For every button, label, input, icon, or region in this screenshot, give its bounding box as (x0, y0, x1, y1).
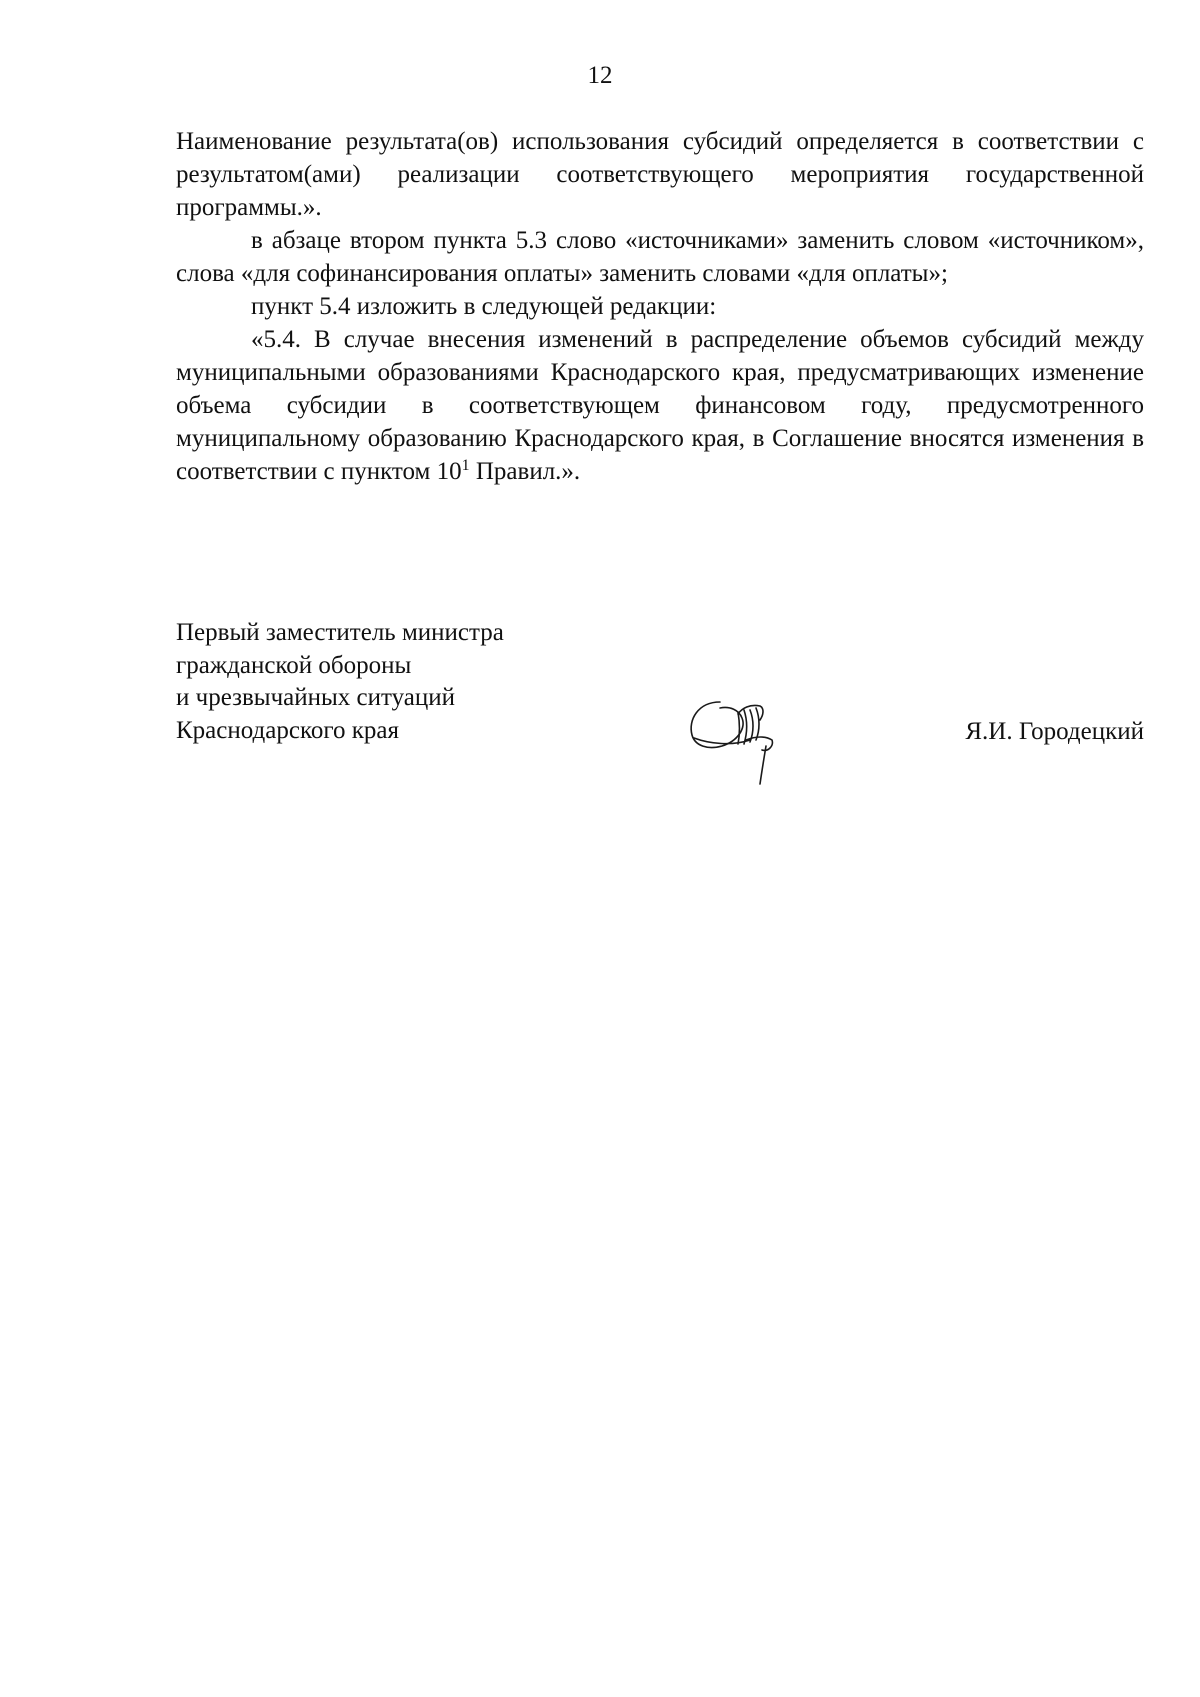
paragraph-clause-5-4-intro: пункт 5.4 изложить в следующей редакции: (251, 293, 717, 320)
clause-5-4-ending: Правил.». (469, 458, 581, 485)
signatory-position-line: гражданской обороны (176, 651, 412, 679)
signatory-position-line: Первый заместитель министра (176, 619, 504, 646)
signatory-position-line: Краснодарского края (176, 716, 399, 744)
signature-icon (680, 690, 800, 790)
clause-5-4-main-text: «5.4. В случае внесения изменений в распределение объемов субсидий между муниципальными образованиями Краснодарского края, предусматривающих изменение объема субсидии в соответствующем финансовом году, предусмотренного муниципальному образованию Краснодарского края, в Соглашение вносятся изменения в соответствии с пунктом 10 (176, 326, 1144, 485)
signatory-position-line: и чрезвычайных ситуаций (176, 684, 456, 711)
document-body (176, 125, 1144, 488)
signatory-name: Я.И. Городецкий (965, 718, 1144, 745)
handwritten-signature (680, 690, 800, 790)
paragraph-clause-5-3-amendment: в абзаце втором пункта 5.3 слово «источниками» заменить словом «источником», слова «для софинансирования оплаты» заменить словами «для оплаты»; (176, 227, 1144, 287)
page-number: 12 (587, 62, 613, 89)
signatory-position (176, 617, 504, 747)
clause-5-4-superscript: 1 (461, 457, 470, 474)
paragraph-result-name: Наименование результата(ов) использования субсидий определяется в соответствии с результатом(ами) реализации соответствующего мероприятия государственной программы.». (176, 128, 1144, 221)
paragraph-clause-5-4-text (176, 323, 1144, 488)
